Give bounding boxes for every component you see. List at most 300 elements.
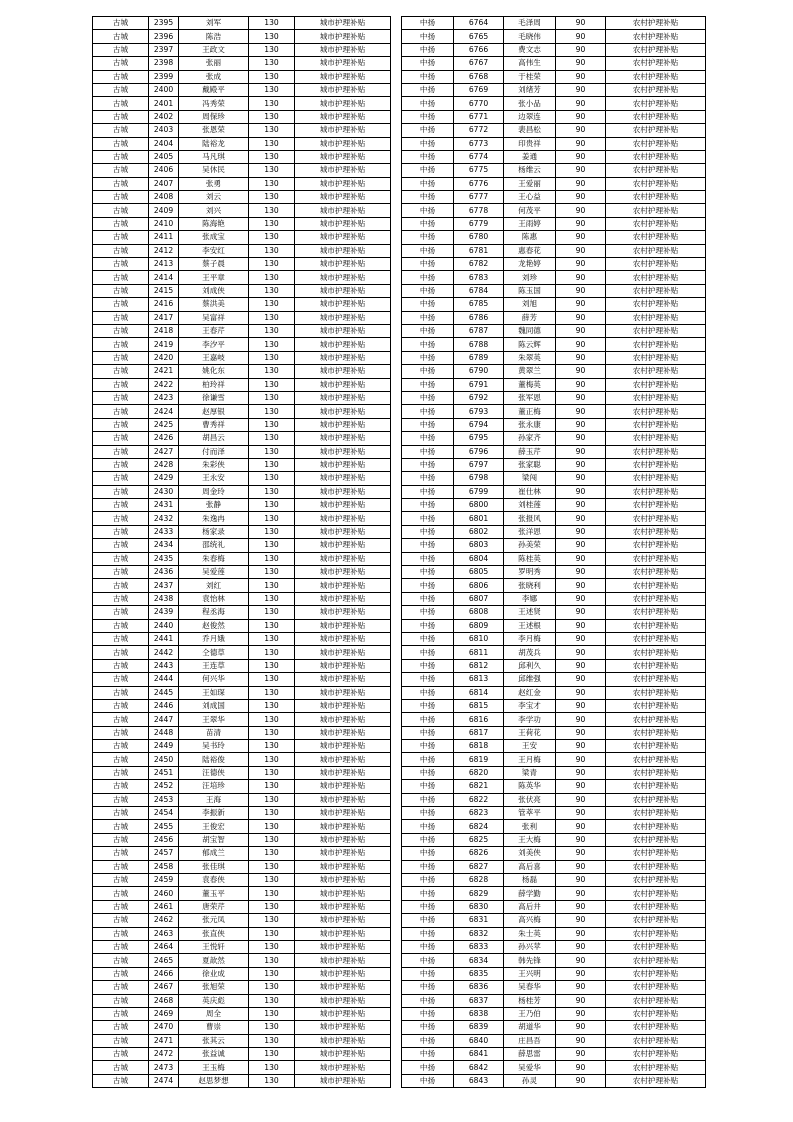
town-cell: 中扬 [402,740,454,753]
town-cell: 古城 [93,83,149,96]
name-cell: 张益诚 [179,1048,249,1061]
serial-number-cell: 2456 [149,833,179,846]
town-cell: 中扬 [402,766,454,779]
amount-cell: 130 [249,954,295,967]
name-cell: 王悦轩 [179,940,249,953]
serial-number-cell: 2423 [149,391,179,404]
name-cell: 陈云辉 [504,338,556,351]
table-row [402,914,706,927]
amount-cell: 90 [556,324,606,337]
name-cell: 曹崇 [179,1021,249,1034]
serial-number-cell: 6813 [454,673,504,686]
name-cell: 陈桂英 [504,552,556,565]
table-row [402,699,706,712]
serial-number-cell: 2440 [149,619,179,632]
serial-number-cell: 6836 [454,981,504,994]
serial-number-cell: 6819 [454,753,504,766]
table-row [93,164,391,177]
table-row [402,887,706,900]
name-cell: 陈海艳 [179,217,249,230]
amount-cell: 130 [249,874,295,887]
serial-number-cell: 2431 [149,499,179,512]
serial-number-cell: 6765 [454,30,504,43]
subsidy-type-cell: 城市护理补贴 [295,458,391,471]
serial-number-cell: 2420 [149,351,179,364]
subsidy-type-cell: 城市护理补贴 [295,606,391,619]
town-cell: 中扬 [402,673,454,686]
town-cell: 中扬 [402,552,454,565]
town-cell: 古城 [93,780,149,793]
subsidy-type-cell: 农村护理补贴 [606,97,706,110]
serial-number-cell: 6807 [454,592,504,605]
table-row [402,525,706,538]
amount-cell: 90 [556,499,606,512]
subsidy-type-cell: 城市护理补贴 [295,1048,391,1061]
serial-number-cell: 6782 [454,258,504,271]
serial-number-cell: 6809 [454,619,504,632]
name-cell: 张军恩 [504,391,556,404]
subsidy-type-cell: 城市护理补贴 [295,1061,391,1074]
amount-cell: 90 [556,525,606,538]
name-cell: 薛芳 [504,311,556,324]
subsidy-type-cell: 农村护理补贴 [606,324,706,337]
name-cell: 张旭荣 [179,981,249,994]
amount-cell: 130 [249,231,295,244]
subsidy-type-cell: 城市护理补贴 [295,740,391,753]
subsidy-type-cell: 农村护理补贴 [606,659,706,672]
table-row [402,592,706,605]
serial-number-cell: 2472 [149,1048,179,1061]
serial-number-cell: 2425 [149,418,179,431]
amount-cell: 90 [556,150,606,163]
name-cell: 王翠华 [179,713,249,726]
table-row [402,673,706,686]
serial-number-cell: 2397 [149,43,179,56]
subsidy-type-cell: 农村护理补贴 [606,57,706,70]
subsidy-type-cell: 农村护理补贴 [606,1061,706,1074]
town-cell: 中扬 [402,472,454,485]
name-cell: 薛学勤 [504,887,556,900]
serial-number-cell: 2469 [149,1007,179,1020]
subsidy-type-cell: 农村护理补贴 [606,284,706,297]
table-row [402,927,706,940]
amount-cell: 90 [556,1007,606,1020]
subsidy-type-cell: 农村护理补贴 [606,391,706,404]
town-cell: 古城 [93,579,149,592]
subsidy-type-cell: 农村护理补贴 [606,927,706,940]
subsidy-type-cell: 农村护理补贴 [606,780,706,793]
amount-cell: 130 [249,43,295,56]
table-row [402,83,706,96]
town-cell: 古城 [93,592,149,605]
town-cell: 古城 [93,217,149,230]
name-cell: 张晓利 [504,579,556,592]
serial-number-cell: 6831 [454,914,504,927]
serial-number-cell: 6784 [454,284,504,297]
table-row [93,231,391,244]
name-cell: 李汐平 [179,338,249,351]
table-row [402,900,706,913]
table-row [402,57,706,70]
subsidy-type-cell: 城市护理补贴 [295,525,391,538]
serial-number-cell: 2438 [149,592,179,605]
town-cell: 古城 [93,1074,149,1087]
subsidy-type-cell: 城市护理补贴 [295,673,391,686]
town-cell: 古城 [93,686,149,699]
name-cell: 邵统礼 [179,539,249,552]
amount-cell: 130 [249,177,295,190]
town-cell: 中扬 [402,57,454,70]
name-cell: 陆裕俊 [179,753,249,766]
amount-cell: 130 [249,994,295,1007]
name-cell: 王永安 [179,472,249,485]
town-cell: 古城 [93,324,149,337]
subsidy-type-cell: 农村护理补贴 [606,940,706,953]
serial-number-cell: 2457 [149,847,179,860]
name-cell: 黄翠兰 [504,365,556,378]
town-cell: 中扬 [402,847,454,860]
town-cell: 古城 [93,914,149,927]
subsidy-type-cell: 农村护理补贴 [606,1048,706,1061]
serial-number-cell: 2418 [149,324,179,337]
amount-cell: 90 [556,458,606,471]
name-cell: 陆裕龙 [179,137,249,150]
town-cell: 古城 [93,807,149,820]
table-row [93,740,391,753]
town-cell: 古城 [93,351,149,364]
town-cell: 中扬 [402,1034,454,1047]
amount-cell: 90 [556,365,606,378]
table-row [402,539,706,552]
table-row [402,30,706,43]
serial-number-cell: 2399 [149,70,179,83]
town-cell: 中扬 [402,258,454,271]
town-cell: 中扬 [402,351,454,364]
amount-cell: 90 [556,981,606,994]
table-row [93,606,391,619]
town-cell: 古城 [93,981,149,994]
table-row [402,807,706,820]
amount-cell: 90 [556,258,606,271]
table-row [402,632,706,645]
amount-cell: 90 [556,177,606,190]
subsidy-type-cell: 农村护理补贴 [606,713,706,726]
subsidy-type-cell: 农村护理补贴 [606,231,706,244]
amount-cell: 90 [556,780,606,793]
town-cell: 中扬 [402,418,454,431]
amount-cell: 130 [249,699,295,712]
name-cell: 刘成国 [179,699,249,712]
name-cell: 邱利久 [504,659,556,672]
amount-cell: 90 [556,284,606,297]
table-row [402,204,706,217]
serial-number-cell: 6773 [454,137,504,150]
town-cell: 古城 [93,164,149,177]
amount-cell: 130 [249,418,295,431]
serial-number-cell: 2465 [149,954,179,967]
town-cell: 中扬 [402,217,454,230]
serial-number-cell: 2416 [149,298,179,311]
subsidy-type-cell: 农村护理补贴 [606,699,706,712]
town-cell: 中扬 [402,619,454,632]
serial-number-cell: 6828 [454,874,504,887]
table-row [93,940,391,953]
town-cell: 古城 [93,1048,149,1061]
table-row [93,244,391,257]
town-cell: 古城 [93,499,149,512]
name-cell: 张报风 [504,512,556,525]
serial-number-cell: 6833 [454,940,504,953]
name-cell: 张丽 [179,57,249,70]
name-cell: 朱彩侠 [179,458,249,471]
amount-cell: 90 [556,391,606,404]
table-row [93,766,391,779]
table-row [93,191,391,204]
amount-cell: 90 [556,740,606,753]
town-cell: 中扬 [402,793,454,806]
subsidy-type-cell: 农村护理补贴 [606,874,706,887]
amount-cell: 90 [556,874,606,887]
table-row [402,391,706,404]
town-cell: 古城 [93,284,149,297]
amount-cell: 130 [249,432,295,445]
town-cell: 古城 [93,632,149,645]
name-cell: 陈浩 [179,30,249,43]
town-cell: 古城 [93,552,149,565]
serial-number-cell: 6804 [454,552,504,565]
serial-number-cell: 2411 [149,231,179,244]
name-cell: 赵俊然 [179,619,249,632]
subsidy-type-cell: 城市护理补贴 [295,284,391,297]
town-cell: 中扬 [402,485,454,498]
amount-cell: 130 [249,632,295,645]
town-cell: 古城 [93,418,149,431]
name-cell: 王月梅 [504,753,556,766]
name-cell: 薛思雷 [504,1048,556,1061]
table-row [93,525,391,538]
serial-number-cell: 2452 [149,780,179,793]
amount-cell: 130 [249,70,295,83]
name-cell: 张佳琪 [179,860,249,873]
table-row [93,17,391,30]
amount-cell: 130 [249,539,295,552]
table-row [93,137,391,150]
town-cell: 中扬 [402,566,454,579]
subsidy-type-cell: 城市护理补贴 [295,552,391,565]
name-cell: 付而泽 [179,445,249,458]
amount-cell: 90 [556,967,606,980]
table-row [402,566,706,579]
name-cell: 刘绪芳 [504,83,556,96]
table-row [93,713,391,726]
name-cell: 王嘉岐 [179,351,249,364]
serial-number-cell: 6791 [454,378,504,391]
name-cell: 裴昌松 [504,124,556,137]
table-row [402,418,706,431]
serial-number-cell: 2407 [149,177,179,190]
subsidy-type-cell: 城市护理补贴 [295,418,391,431]
town-cell: 古城 [93,17,149,30]
name-cell: 何茂平 [504,204,556,217]
table-row [93,150,391,163]
table-row [402,338,706,351]
name-cell: 夏歆然 [179,954,249,967]
subsidy-type-cell: 农村护理补贴 [606,271,706,284]
subsidy-type-cell: 农村护理补贴 [606,191,706,204]
serial-number-cell: 2408 [149,191,179,204]
amount-cell: 90 [556,914,606,927]
amount-cell: 130 [249,17,295,30]
subsidy-type-cell: 农村护理补贴 [606,766,706,779]
serial-number-cell: 6786 [454,311,504,324]
town-cell: 古城 [93,967,149,980]
town-cell: 中扬 [402,150,454,163]
serial-number-cell: 2449 [149,740,179,753]
amount-cell: 130 [249,271,295,284]
serial-number-cell: 6771 [454,110,504,123]
amount-cell: 90 [556,699,606,712]
town-cell: 中扬 [402,338,454,351]
town-cell: 古城 [93,512,149,525]
table-row [93,311,391,324]
subsidy-type-cell: 城市护理补贴 [295,619,391,632]
subsidy-type-cell: 农村护理补贴 [606,954,706,967]
serial-number-cell: 6779 [454,217,504,230]
serial-number-cell: 6841 [454,1048,504,1061]
amount-cell: 130 [249,57,295,70]
table-row [402,432,706,445]
amount-cell: 130 [249,191,295,204]
name-cell: 吴休民 [179,164,249,177]
amount-cell: 130 [249,740,295,753]
table-row [402,847,706,860]
subsidy-type-cell: 农村护理补贴 [606,418,706,431]
subsidy-type-cell: 城市护理补贴 [295,726,391,739]
table-row [93,967,391,980]
table-row [93,646,391,659]
amount-cell: 90 [556,445,606,458]
serial-number-cell: 6835 [454,967,504,980]
name-cell: 罗明秀 [504,566,556,579]
subsidy-type-cell: 农村护理补贴 [606,1007,706,1020]
amount-cell: 90 [556,378,606,391]
name-cell: 陈英华 [504,780,556,793]
town-cell: 古城 [93,110,149,123]
name-cell: 董玉平 [179,887,249,900]
name-cell: 张其云 [179,1034,249,1047]
subsidy-type-cell: 城市护理补贴 [295,780,391,793]
serial-number-cell: 6837 [454,994,504,1007]
name-cell: 朱士英 [504,927,556,940]
subsidy-type-cell: 城市护理补贴 [295,766,391,779]
amount-cell: 130 [249,124,295,137]
amount-cell: 90 [556,766,606,779]
subsidy-type-cell: 农村护理补贴 [606,619,706,632]
subsidy-type-cell: 农村护理补贴 [606,981,706,994]
town-cell: 中扬 [402,753,454,766]
amount-cell: 130 [249,793,295,806]
subsidy-type-cell: 城市护理补贴 [295,204,391,217]
name-cell: 赵厚银 [179,405,249,418]
table-row [402,606,706,619]
amount-cell: 90 [556,97,606,110]
name-cell: 汪德侠 [179,766,249,779]
name-cell: 胡茂兵 [504,646,556,659]
name-cell: 费文志 [504,43,556,56]
subsidy-type-cell: 城市护理补贴 [295,566,391,579]
name-cell: 戴殿平 [179,83,249,96]
town-cell: 古城 [93,1034,149,1047]
table-row [93,485,391,498]
subsidy-type-cell: 农村护理补贴 [606,110,706,123]
serial-number-cell: 6800 [454,499,504,512]
table-row [93,1034,391,1047]
serial-number-cell: 2435 [149,552,179,565]
subsidy-type-cell: 农村护理补贴 [606,807,706,820]
amount-cell: 130 [249,217,295,230]
serial-number-cell: 2404 [149,137,179,150]
town-cell: 中扬 [402,659,454,672]
table-row [93,860,391,873]
subsidy-type-cell: 农村护理补贴 [606,994,706,1007]
amount-cell: 130 [249,164,295,177]
amount-cell: 130 [249,860,295,873]
subsidy-type-cell: 城市护理补贴 [295,258,391,271]
table-row [93,378,391,391]
serial-number-cell: 2462 [149,914,179,927]
subsidy-type-cell: 城市护理补贴 [295,994,391,1007]
serial-number-cell: 6792 [454,391,504,404]
table-row [93,632,391,645]
table-row [93,914,391,927]
town-cell: 古城 [93,646,149,659]
serial-number-cell: 2470 [149,1021,179,1034]
amount-cell: 90 [556,83,606,96]
amount-cell: 130 [249,686,295,699]
town-cell: 古城 [93,887,149,900]
table-row [402,1061,706,1074]
town-cell: 中扬 [402,365,454,378]
table-row [402,512,706,525]
serial-number-cell: 2426 [149,432,179,445]
name-cell: 杨磊 [504,874,556,887]
subsidy-type-cell: 城市护理补贴 [295,124,391,137]
subsidy-type-cell: 农村护理补贴 [606,1034,706,1047]
name-cell: 王乃伯 [504,1007,556,1020]
table-row [402,619,706,632]
subsidy-type-cell: 农村护理补贴 [606,83,706,96]
serial-number-cell: 2430 [149,485,179,498]
amount-cell: 90 [556,807,606,820]
town-cell: 古城 [93,699,149,712]
amount-cell: 90 [556,539,606,552]
town-cell: 古城 [93,726,149,739]
subsidy-type-cell: 农村护理补贴 [606,793,706,806]
serial-number-cell: 2429 [149,472,179,485]
serial-number-cell: 6823 [454,807,504,820]
table-row [93,177,391,190]
table-row [93,271,391,284]
amount-cell: 130 [249,365,295,378]
amount-cell: 90 [556,405,606,418]
name-cell: 周金玲 [179,485,249,498]
name-cell: 张家聪 [504,458,556,471]
subsidy-type-cell: 农村护理补贴 [606,472,706,485]
subsidy-type-cell: 农村护理补贴 [606,499,706,512]
table-row [402,780,706,793]
subsidy-type-cell: 城市护理补贴 [295,753,391,766]
amount-cell: 90 [556,887,606,900]
